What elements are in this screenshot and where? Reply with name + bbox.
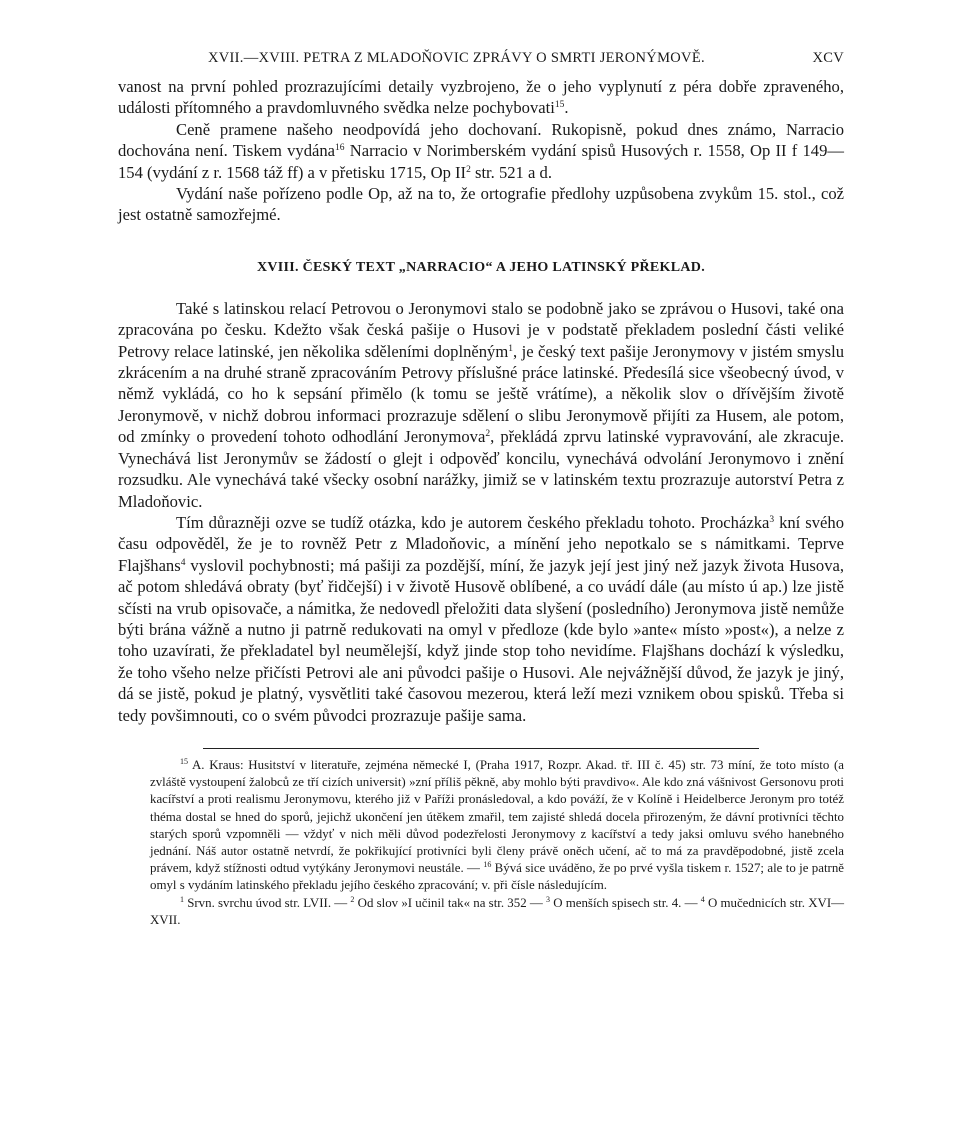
intro-paragraph-2: Ceně pramene našeho neodpovídá jeho dochovaní. Rukopisně, pokud dnes známo, Narracio dochována není. Tiskem vydána$^{16}$ Narracio v Norimberském vydání spisů Husových r. 1558, Op II f 149—154 (vydání z r. 1568 táž ff) a v přetisku 1715, Op $II^2$ str. 521 a d. [118,119,844,182]
intro-paragraph-3: Vydání naše pořízeno podle Op, až na to, že ortografie předlohy uzpůsobena zvykům 15. stol., což jest ostatně samozřejmé. [118,184,844,225]
footnote-ref-3: 3 [769,514,775,525]
page [118,40,844,929]
superscript-2: 2 [466,164,471,175]
section-paragraph-2: Tím důrazněji ozve se tudíž otázka, kdo je autorem českého překladu tohoto. Procházka$^3$ kní svého času odpověděl, že je to rovněž Petr z Mladoňovic, a mínění jeho nepotkalo se s námitkami. Teprve Flajšhans$^4$ vyslovil pochybnosti; má pašiji za pozdější, míní, že jazyk její jest jiný než jazyk života Husova, ač potom shledává obraty (byť řidčejší) i v životě Husově oblíbené, a co uvádí dále (au místo ú ap.) lze jistě sčísti na vrub opisovače, a námitka, že nedovedl přeložiti data slyšení (posledního) Jeronymova jistě nemůže býti brána vážně a nutno ji patrně redukovati na omyl v předloze (kde bylo »ante« místo »post«), a nelze z toho uzavírati, že překladatel byl neumělejší, když jinde stop toho nevidíme. Flajšhans dochází k výsledku, že toho všeho nelze přičísti Petrovi ale ani původci pašije o Husovi. Ale nejvážnější důvod, že jazyk je jiný, dá se jistě, pokud je platný, vysvětliti také časovou mezerou, která leží mezi vznikem obou spisků. Třeba si tedy povšimnouti, co o svém původci prozrazuje pašije sama. [118,512,844,725]
footnote-divider [203,748,759,749]
footnote-ref-15: 15 [554,100,565,111]
footnote-1-4: $^1$ Srvn. svrchu úvod str. LVII. — $^2$ Od slov »I učinil tak« na str. 352 — $^3$ O menších spisech str. 4. — $^4$ O mučednicích str. XVI—XVII. [150,894,845,927]
footnote-ref-1: 1 [508,343,514,354]
running-head [118,40,844,66]
footnote-15-16: $^{15}$ A. Kraus: Husitství v literatuře, zejména německé I, (Praha 1917, Rozpr. Akad. tř. III č. 45) str. 73 míní, že toto místo (a zvláště vystoupení žalobců ze tří cizích universit) »zní příliš pěkně, aby mohlo býti pravdivo«. Ale kdo zná vášnivost Gersonovu proti kacířství a proti realismu Jeronymovu, kterého již v Paříži pronásledoval, a kdo pováží, že v Kolíně i Heidelberce Jeronym pro totéž théma dostal se hned do sporů, jejichž ukončení jen útěkem zmařil, tem zajisté shledá docela přirozeným, že dávní protivníci těchto starých sporů vzpomněli — vždyť v nich měli důvod podezřelosti Jeronymovy z kacířství a tedy jaksi omluvu svého hanebného jednání. Náš autor ostatně netvrdí, že pokřikující protivníci byli členy právě oněch učení, ač to má za pravděpodobné, jistě zcela právem, když stížnosti odtud vytýkány Jeronymovi neustále. — $^{16}$ Bývá sice uváděno, že po prvé vyšla tiskem r. 1527; ale to je patrně omyl s vydáním latinského překladu jejího českého zpracování; v. při čísle následujícím. [150,756,844,893]
intro-paragraph-1: vanost na první pohled prozrazujícími detaily vyzbrojeno, že o jeho vyplynutí z péra dobře zpraveného, události přítomného a pravdomluvného svědka nelze pochybovati$^{15}$. [118,77,844,118]
footnote-ref-2: 2 [485,429,491,440]
footnote-ref-4: 4 [180,557,186,568]
section-paragraph-1: Také s latinskou relací Petrovou o Jeronymovi stalo se podobně jako se zprávou o Husovi, také ona zpracována po česku. Kdežto však česká pašije o Husovi je v podstatě překladem poslední části veliké Petrovy relace latinské, jen několika sděleními doplněným$^1$, je český text pašije Jeronymovy v jistém smyslu zkrácením a na druhé straně zpracováním Petrovy příslušné práce latinské. Předesílá sice všeobecný úvod, v němž vykládá, co ho k sepsání přimělo (k tomu se ještě vrátíme), a několik slov o dřívějším životě Jeronymově, v nichž dobrou informaci prozrazuje sdělení o slibu Jeronymově přijíti za Husem, ale potom, od zmínky o provedení tohoto odhodlání Jeronymova$^2$, překládá zprvu latinské vypravování, ale zkracuje. Vynechává list Jeronymův se žádostí o glejt i odpověď koncilu, vynechává odvolání Jeronymovo i znění rozsudku. Ale vynechává také všecky osobní narážky, jimiž se v latinském textu prozrazuje autorství Petra z Mladoňovic. [118,298,845,511]
footnote-ref-16: 16 [335,143,345,154]
page-number: XCV [812,50,844,66]
running-head-title: XVII.—XVIII. PETRA Z MLADOŇOVIC ZPRÁVY O SMRTI JERONÝMOVĚ. [208,50,705,66]
section-heading: XVIII. ČESKÝ TEXT „NARRACIO“ A JEHO LATINSKÝ PŘEKLAD. [256,259,706,275]
